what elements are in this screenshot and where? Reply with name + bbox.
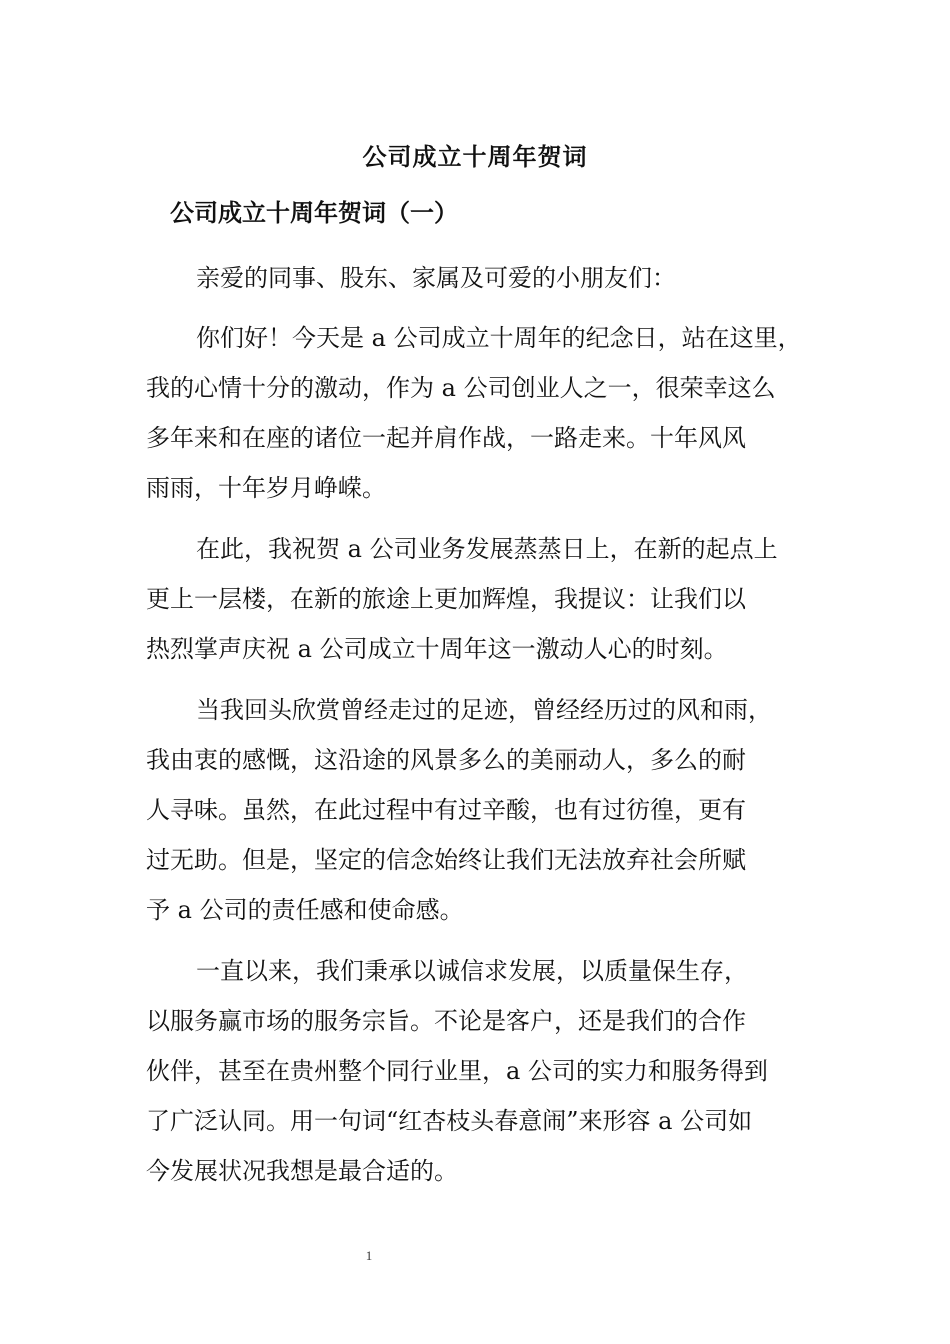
- paragraph-line: 以服务赢市场的服务宗旨。不论是客户，还是我们的合作: [146, 1007, 746, 1035]
- paragraph-line: 当我回头欣赏曾经走过的足迹，曾经经历过的风和雨，: [196, 696, 772, 724]
- paragraph-line: 我的心情十分的激动，作为 a 公司创业人之一，很荣幸这么: [146, 374, 776, 402]
- paragraph-line: 今发展状况我想是最合适的。: [146, 1157, 458, 1185]
- section-heading: 公司成立十周年贺词（一）: [170, 199, 458, 227]
- paragraph-line: 我由衷的感慨，这沿途的风景多么的美丽动人，多么的耐: [146, 746, 746, 774]
- paragraph-line: 雨雨，十年岁月峥嵘。: [146, 474, 386, 502]
- paragraph-line: 多年来和在座的诸位一起并肩作战，一路走来。十年风风: [146, 424, 746, 452]
- paragraph-line: 予 a 公司的责任感和使命感。: [146, 896, 464, 924]
- paragraph-line: 更上一层楼，在新的旅途上更加辉煌，我提议：让我们以: [146, 585, 746, 613]
- paragraph-line: 你们好！今天是 a 公司成立十周年的纪念日，站在这里，: [196, 324, 802, 352]
- paragraph-line: 热烈掌声庆祝 a 公司成立十周年这一激动人心的时刻。: [146, 635, 728, 663]
- paragraph-line: 过无助。但是，坚定的信念始终让我们无法放弃社会所赋: [146, 846, 746, 874]
- document-title: 公司成立十周年贺词: [362, 143, 588, 171]
- salutation-line: 亲爱的同事、股东、家属及可爱的小朋友们：: [196, 264, 676, 292]
- paragraph-line: 了广泛认同。用一句词“红杏枝头春意闹”来形容 a 公司如: [146, 1107, 753, 1135]
- page-number: 1: [365, 1248, 373, 1263]
- paragraph-line: 在此，我祝贺 a 公司业务发展蒸蒸日上，在新的起点上: [196, 535, 778, 563]
- paragraph-line: 一直以来，我们秉承以诚信求发展，以质量保生存，: [196, 957, 748, 985]
- paragraph-line: 人寻味。虽然，在此过程中有过辛酸，也有过彷徨，更有: [146, 796, 746, 824]
- paragraph-line: 伙伴，甚至在贵州整个同行业里，a 公司的实力和服务得到: [146, 1057, 768, 1085]
